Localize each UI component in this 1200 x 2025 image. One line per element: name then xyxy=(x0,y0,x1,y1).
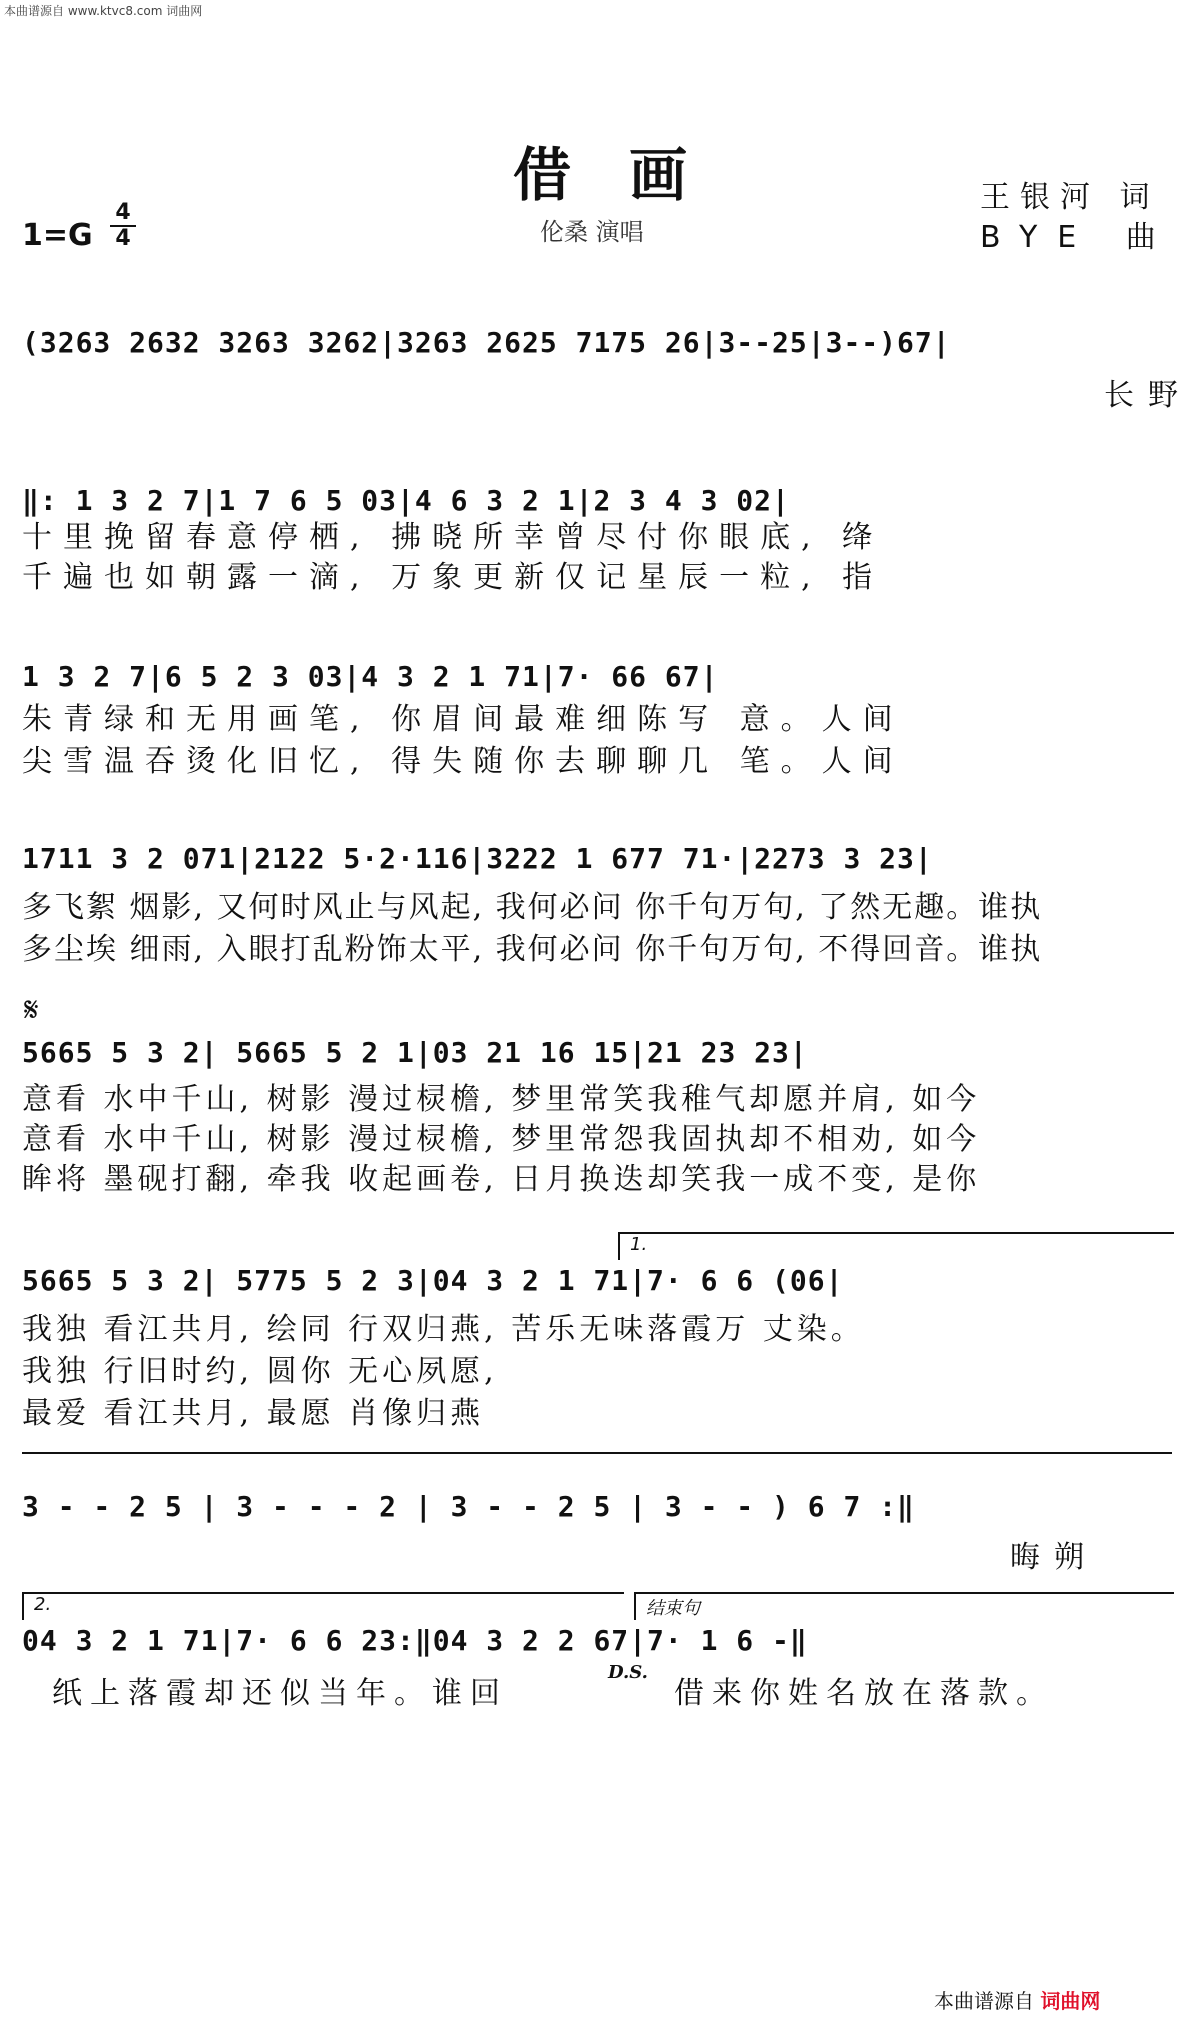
first-ending-label: 1. xyxy=(630,1234,648,1255)
lyric-row-1: 长野 xyxy=(1104,378,1192,413)
second-ending-label: 2. xyxy=(34,1594,52,1615)
composer-credit: BYE 曲 xyxy=(980,220,1176,255)
notation-row-2: ‖: 1 3 2 7|1 7 6 5 03|4 6 3 2 1|2 3 4 3 02| xyxy=(22,484,790,517)
lyric-row-2-verse-2: 千遍也如朝露一滴, 万象更新仅记星辰一粒, 指 xyxy=(22,560,884,595)
footer-watermark-brand: 词曲网 xyxy=(1040,1989,1101,2013)
lyric-row-3-verse-2: 尖雪温吞烫化旧忆, 得失随你去聊聊几 笔。人间 xyxy=(22,744,904,779)
segno-sign: 𝄋 xyxy=(24,990,39,1030)
notation-row-6: 5665 5 3 2| 5775 5 2 3|04 3 2 1 71|7· 6 6 (06| xyxy=(22,1264,844,1297)
lyricist-credit: 王银河 词 xyxy=(980,180,1160,215)
notation-row-3: 1 3 2 7|6 5 2 3 03|4 3 2 1 71|7· 66 67| xyxy=(22,660,719,693)
lyric-row-4-verse-2: 多尘埃 细雨, 入眼打乱粉饰太平, 我何必问 你千句万句, 不得回音。谁执 xyxy=(22,932,1043,967)
footer-watermark-source: 本曲谱源自 xyxy=(934,1989,1034,2013)
watermark-top: 本曲谱源自 www.ktvc8.com 词曲网 xyxy=(4,4,203,18)
lyric-row-7: 晦朔 xyxy=(1010,1540,1098,1575)
second-ending-bracket xyxy=(22,1592,624,1620)
notation-row-4: 1711 3 2 071|2122 5·2·116|3222 1 677 71·|2273 3 23| xyxy=(22,842,933,875)
song-title: 借画 xyxy=(512,141,745,209)
lyric-row-5-verse-1: 意看 水中千山, 树影 漫过棂檐, 梦里常笑我稚气却愿并肩, 如今 xyxy=(22,1082,981,1117)
time-signature xyxy=(110,202,136,250)
first-ending-continuation-line xyxy=(22,1452,1172,1454)
lyric-row-5-verse-3: 眸将 墨砚打翻, 牵我 收起画卷, 日月换迭却笑我一成不变, 是你 xyxy=(22,1162,981,1197)
footer-watermark xyxy=(934,1985,1100,2014)
dal-segno-marking: D.S. xyxy=(608,1662,648,1683)
time-signature-top: 4 xyxy=(115,200,131,225)
notation-row-7: 3 - - 2 5 | 3 - - - 2 | 3 - - 2 5 | 3 - - ) 6 7 :‖ xyxy=(22,1490,915,1523)
singer-credit: 伦桑 演唱 xyxy=(540,218,644,246)
lyric-row-2-verse-1: 十里挽留春意停栖, 拂晓所幸曾尽付你眼底, 绛 xyxy=(22,520,884,555)
coda-ending-label: 结束句 xyxy=(646,1598,700,1619)
lyric-row-6-verse-2: 我独 行旧时约, 圆你 无心夙愿, xyxy=(22,1354,498,1389)
lyric-row-8-right: 借来你姓名放在落款。 xyxy=(674,1676,1054,1711)
first-ending-bracket xyxy=(618,1232,1174,1260)
time-signature-bottom: 4 xyxy=(115,226,131,251)
lyric-row-5-verse-2: 意看 水中千山, 树影 漫过棂檐, 梦里常怨我固执却不相劝, 如今 xyxy=(22,1122,981,1157)
lyric-row-8-left: 纸上落霞却还似当年。谁回 xyxy=(52,1676,508,1711)
lyric-row-3-verse-1: 朱青绿和无用画笔, 你眉间最难细陈写 意。人间 xyxy=(22,702,904,737)
lyric-row-4-verse-1: 多飞絮 烟影, 又何时风止与风起, 我何必问 你千句万句, 了然无趣。谁执 xyxy=(22,890,1043,925)
key-signature: 1=G xyxy=(22,218,93,253)
notation-row-5: 5665 5 3 2| 5665 5 2 1|03 21 16 15|21 23 23| xyxy=(22,1036,808,1069)
notation-row-8: 04 3 2 1 71|7· 6 6 23:‖04 3 2 2 67|7· 1 6 -‖ xyxy=(22,1624,808,1657)
notation-row-1: (3263 2632 3263 3262|3263 2625 7175 26|3--25|3--)67| xyxy=(22,326,951,359)
coda-ending-bracket xyxy=(634,1592,1174,1620)
lyric-row-6-verse-1: 我独 看江共月, 绘同 行双归燕, 苦乐无味落霞万 丈染。 xyxy=(22,1312,865,1347)
lyric-row-6-verse-3: 最爱 看江共月, 最愿 肖像归燕 xyxy=(22,1396,485,1431)
